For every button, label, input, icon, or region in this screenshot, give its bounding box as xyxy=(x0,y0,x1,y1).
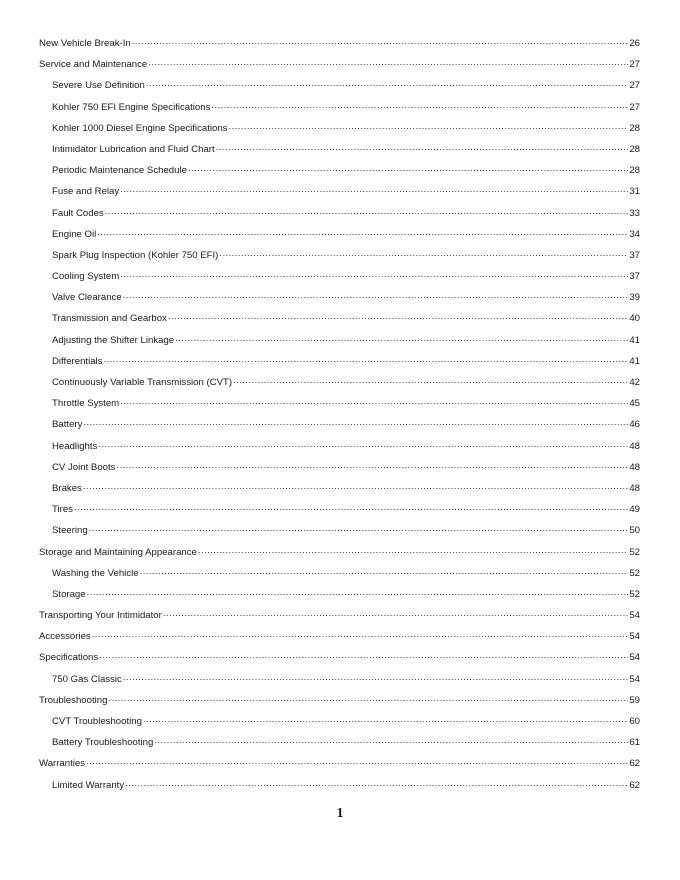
toc-entry-page[interactable]: 42 xyxy=(629,377,640,388)
toc-entry[interactable] xyxy=(39,269,640,290)
dot-leader xyxy=(211,100,628,110)
dot-leader xyxy=(123,290,629,300)
toc-entry-title[interactable]: Headlights xyxy=(52,440,98,452)
dot-leader xyxy=(83,417,628,427)
dot-leader xyxy=(74,502,628,512)
dot-leader xyxy=(116,460,628,470)
toc-entry-title[interactable]: Throttle System xyxy=(52,398,120,410)
toc-entry-page[interactable]: 41 xyxy=(629,355,640,367)
toc-entry-title[interactable]: Specifications xyxy=(39,652,99,664)
dot-leader xyxy=(154,735,628,745)
toc-entry[interactable] xyxy=(39,163,640,184)
toc-entry-title[interactable]: Transmission and Gearbox xyxy=(52,313,167,325)
dot-leader xyxy=(143,714,628,724)
toc-entry[interactable] xyxy=(39,311,640,332)
toc-entry-page[interactable]: 61 xyxy=(629,737,640,749)
toc-entry[interactable] xyxy=(39,227,640,248)
toc-entry-title[interactable]: Valve Clearance xyxy=(52,292,122,304)
toc-entry-page[interactable]: 60 xyxy=(629,716,640,727)
toc-entry-title[interactable]: Tires xyxy=(52,504,73,516)
toc-entry-title[interactable]: CV Joint Boots xyxy=(52,461,116,473)
toc-entry-page[interactable]: 31 xyxy=(629,186,640,198)
toc-entry[interactable] xyxy=(39,290,640,311)
toc-entry-title[interactable]: Severe Use Definition xyxy=(52,80,145,92)
toc-entry-page[interactable]: 48 xyxy=(629,482,640,494)
toc-entry-title[interactable]: New Vehicle Break-In xyxy=(39,38,131,49)
toc-entry-title[interactable]: Accessories xyxy=(39,631,91,643)
dot-leader xyxy=(148,57,628,67)
toc-entry[interactable] xyxy=(39,36,640,57)
toc-entry-title[interactable]: CVT Troubleshooting xyxy=(52,716,142,727)
toc-entry[interactable] xyxy=(39,142,640,163)
page-number: 1 xyxy=(336,806,344,821)
dot-leader xyxy=(103,354,628,364)
toc-entry-title[interactable]: Storage and Maintaining Appearance xyxy=(39,546,197,558)
toc-entry[interactable] xyxy=(39,354,640,375)
toc-entry[interactable] xyxy=(39,78,640,99)
dot-leader xyxy=(105,206,629,216)
toc-entry-title[interactable]: Kohler 750 EFI Engine Specifications xyxy=(52,101,211,113)
toc-entry[interactable] xyxy=(39,608,640,629)
toc-entry-page[interactable]: 27 xyxy=(629,101,640,113)
toc-entry-page[interactable]: 28 xyxy=(629,122,640,134)
toc-entry-page[interactable]: 48 xyxy=(629,440,640,452)
toc-entry-page[interactable]: 54 xyxy=(629,610,640,622)
toc-entry[interactable] xyxy=(39,587,640,608)
toc-entry-page[interactable]: 27 xyxy=(629,59,640,71)
toc-entry-page[interactable]: 49 xyxy=(629,504,640,516)
toc-entry[interactable] xyxy=(39,417,640,438)
toc-entry-page[interactable]: 52 xyxy=(629,588,640,600)
toc-entry-page[interactable]: 26 xyxy=(629,38,640,49)
toc-entry[interactable] xyxy=(39,523,640,544)
toc-entry-title[interactable]: Fault Codes xyxy=(52,207,104,219)
toc-entry-page[interactable]: 37 xyxy=(629,249,640,261)
toc-entry[interactable] xyxy=(39,672,640,693)
toc-entry-page[interactable]: 41 xyxy=(629,334,640,346)
toc-entry[interactable] xyxy=(39,545,640,566)
toc-entry-page[interactable]: 54 xyxy=(629,652,640,664)
toc-entry-page[interactable]: 62 xyxy=(629,758,640,770)
dot-leader xyxy=(228,121,628,131)
toc-entry[interactable] xyxy=(39,778,640,799)
toc-entry[interactable] xyxy=(39,566,640,587)
dot-leader xyxy=(233,375,628,385)
dot-leader xyxy=(87,587,629,597)
dot-leader xyxy=(99,650,628,660)
toc-entry-title[interactable]: Warranties xyxy=(39,758,86,770)
table-of-contents xyxy=(39,36,640,799)
toc-entry-title[interactable]: Periodic Maintenance Schedule xyxy=(52,165,187,177)
toc-entry[interactable] xyxy=(39,375,640,396)
dot-leader xyxy=(83,481,628,491)
toc-entry-title[interactable]: Troubleshooting xyxy=(39,694,108,706)
dot-leader xyxy=(97,227,628,237)
toc-entry-page[interactable]: 39 xyxy=(629,292,640,304)
toc-entry-page[interactable]: 62 xyxy=(629,779,640,791)
dot-leader xyxy=(125,778,628,788)
dot-leader xyxy=(120,396,628,406)
toc-entry-page[interactable]: 37 xyxy=(629,271,640,283)
toc-entry-title[interactable]: Cooling System xyxy=(52,271,120,283)
toc-entry-title[interactable]: Engine Oil xyxy=(52,228,97,240)
dot-leader xyxy=(98,439,628,449)
toc-entry[interactable] xyxy=(39,629,640,650)
toc-entry[interactable] xyxy=(39,756,640,777)
toc-entry-title[interactable]: 750 Gas Classic xyxy=(52,673,122,685)
toc-entry-page[interactable]: 54 xyxy=(629,673,640,685)
dot-leader xyxy=(89,523,629,533)
toc-entry-page[interactable]: 48 xyxy=(629,461,640,473)
dot-leader xyxy=(146,78,629,88)
dot-leader xyxy=(163,608,628,618)
dot-leader xyxy=(120,269,628,279)
toc-entry-title[interactable]: Transporting Your Intimidator xyxy=(39,610,162,622)
toc-entry-page[interactable]: 34 xyxy=(629,228,640,240)
toc-entry[interactable] xyxy=(39,460,640,481)
toc-entry[interactable] xyxy=(39,333,640,354)
toc-entry-page[interactable]: 33 xyxy=(629,207,640,219)
toc-entry[interactable] xyxy=(39,502,640,523)
toc-entry-page[interactable]: 28 xyxy=(629,165,640,177)
toc-entry[interactable] xyxy=(39,184,640,205)
toc-entry[interactable] xyxy=(39,396,640,417)
toc-entry-title[interactable]: Kohler 1000 Diesel Engine Specifications xyxy=(52,122,228,134)
toc-entry-title[interactable]: Limited Warranty xyxy=(52,779,125,791)
toc-entry-page[interactable]: 27 xyxy=(629,80,640,92)
toc-entry-title[interactable]: Battery Troubleshooting xyxy=(52,737,154,749)
toc-entry-title[interactable]: Battery xyxy=(52,419,83,431)
toc-entry-page[interactable]: 40 xyxy=(629,313,640,325)
toc-entry-title[interactable]: Differentials xyxy=(52,355,103,367)
toc-entry[interactable] xyxy=(39,57,640,78)
dot-leader xyxy=(123,672,628,682)
dot-leader xyxy=(219,248,628,258)
dot-leader xyxy=(92,629,629,639)
toc-entry-title[interactable]: Intimidator Lubrication and Fluid Chart xyxy=(52,143,215,155)
toc-entry-title[interactable]: Service and Maintenance xyxy=(39,59,148,71)
dot-leader xyxy=(86,756,628,766)
toc-entry-title[interactable]: Washing the Vehicle xyxy=(52,567,139,579)
toc-entry-title[interactable]: Continuously Variable Transmission (CVT) xyxy=(52,377,233,388)
toc-entry-title[interactable]: Brakes xyxy=(52,482,82,494)
dot-leader xyxy=(175,333,628,343)
toc-entry-page[interactable]: 46 xyxy=(629,419,640,431)
dot-leader xyxy=(198,545,628,555)
toc-entry[interactable] xyxy=(39,693,640,714)
dot-leader xyxy=(216,142,629,152)
toc-entry-title[interactable]: Spark Plug Inspection (Kohler 750 EFI) xyxy=(52,249,219,261)
toc-entry-title[interactable]: Adjusting the Shifter Linkage xyxy=(52,334,175,346)
toc-entry-title[interactable]: Storage xyxy=(52,588,86,600)
dot-leader xyxy=(108,693,628,703)
toc-entry-title[interactable]: Fuse and Relay xyxy=(52,186,120,198)
toc-entry-page[interactable]: 54 xyxy=(629,631,640,643)
toc-entry-title[interactable]: Steering xyxy=(52,525,88,537)
toc-entry[interactable] xyxy=(39,481,640,502)
toc-entry-page[interactable]: 52 xyxy=(629,546,640,558)
dot-leader xyxy=(120,184,628,194)
toc-entry[interactable] xyxy=(39,100,640,121)
toc-entry[interactable] xyxy=(39,439,640,460)
toc-entry-page[interactable]: 52 xyxy=(629,567,640,579)
toc-entry-page[interactable]: 59 xyxy=(629,694,640,706)
dot-leader xyxy=(140,566,629,576)
dot-leader xyxy=(168,311,629,321)
toc-entry[interactable] xyxy=(39,714,640,735)
dot-leader xyxy=(188,163,628,173)
toc-entry[interactable] xyxy=(39,735,640,756)
toc-entry[interactable] xyxy=(39,121,640,142)
dot-leader xyxy=(132,36,629,46)
toc-entry[interactable] xyxy=(39,248,640,269)
toc-entry-page[interactable]: 28 xyxy=(629,143,640,155)
toc-entry-page[interactable]: 50 xyxy=(629,525,640,537)
toc-entry[interactable] xyxy=(39,206,640,227)
toc-entry-page[interactable]: 45 xyxy=(629,398,640,410)
toc-entry[interactable] xyxy=(39,650,640,671)
